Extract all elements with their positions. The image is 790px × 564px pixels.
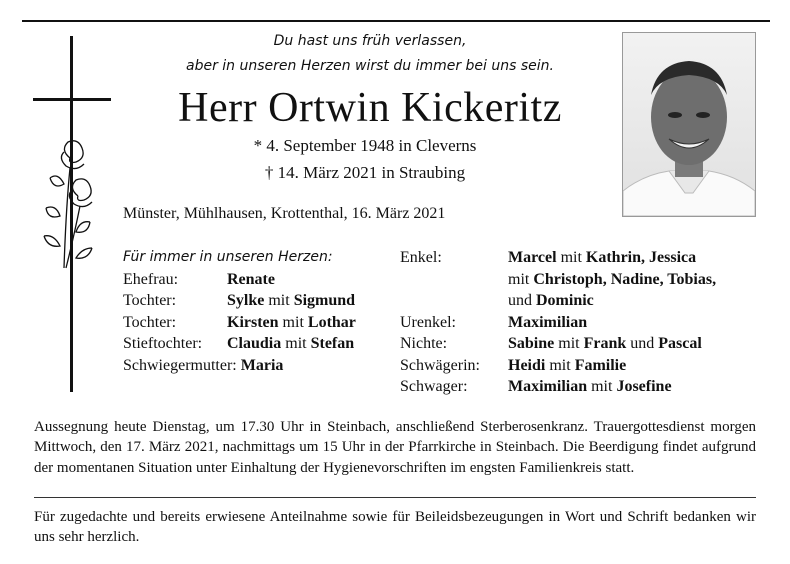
relative-name: Sabine [508, 335, 555, 352]
relative-row [123, 269, 356, 291]
relative-partner: Stefan [310, 335, 355, 352]
relative-name: Claudia [227, 335, 282, 352]
relative-row [123, 290, 356, 312]
relative-conj: mit [264, 292, 294, 309]
relative-name: Renate [227, 270, 275, 288]
relative-name: Maximilian [508, 378, 588, 395]
thanks-text: Für zugedachte und bereits erwiesene Anteilnahme sowie für Beileidsbezeugungen in Wort und Schrift bedanken wir uns sehr herzlich. [34, 509, 756, 546]
relative-row [400, 247, 716, 269]
relative-name: Kirsten [227, 313, 279, 331]
relatives-left [123, 247, 356, 376]
relative-conj: mit [545, 356, 575, 374]
relative-label: Stieftochter: [123, 335, 203, 352]
cross-horizontal [33, 98, 111, 101]
relative-row [400, 355, 716, 377]
motto-line-2: aber in unseren Herzen wirst du immer bei uns sein. [186, 58, 554, 74]
divider-rule [34, 497, 756, 498]
relative-row [400, 333, 716, 355]
relative-conj: mit [281, 335, 311, 352]
relative-row [123, 312, 356, 334]
relative-row [400, 269, 716, 291]
relative-row [400, 376, 716, 398]
relative-partner: Lothar [307, 313, 356, 331]
relatives-right [400, 247, 716, 398]
relative-name: Marcel [508, 249, 557, 266]
relative-label: Enkel: [400, 249, 442, 266]
relative-row [400, 312, 716, 334]
relative-name: Christoph, Nadine, Tobias, [533, 270, 717, 288]
relative-label: Ehefrau: [123, 270, 179, 288]
relative-name: Familie [574, 356, 627, 374]
relative-name: Pascal [658, 335, 702, 352]
birth-date: * 4. September 1948 in Cleverns [253, 136, 477, 155]
relative-label: Schwiegermutter: [123, 356, 237, 374]
motto-line-1: Du hast uns früh verlassen, [273, 33, 467, 49]
relative-conj: mit [587, 378, 617, 395]
relative-name: Heidi [508, 356, 546, 374]
relative-conj: und [508, 292, 536, 309]
relative-partner: Sigmund [293, 292, 356, 309]
relative-conj: mit [278, 313, 308, 331]
relative-name: Josefine [616, 378, 672, 395]
relative-label: Schwägerin: [400, 356, 480, 374]
relative-name: Dominic [536, 292, 594, 309]
relative-name: Maximilian [508, 313, 588, 331]
relative-conj: mit [556, 249, 586, 266]
relative-conj: mit [554, 335, 584, 352]
relative-name: Maria [240, 356, 284, 374]
relative-row [400, 290, 716, 312]
place-and-date: Münster, Mühlhausen, Krottenthal, 16. März 2021 [123, 205, 446, 222]
roses-illustration [30, 138, 110, 270]
relative-label: Tochter: [123, 292, 177, 309]
relative-row [123, 333, 356, 355]
relative-label: Nichte: [400, 335, 448, 352]
portrait-photo [622, 32, 756, 217]
funeral-details: Aussegnung heute Dienstag, um 17.30 Uhr in Steinbach, anschließend Sterberosenkranz. Trauergottesdienst morgen Mittwoch, den 17. März 2021, nachmittags um 15 Uhr in der Pfarrkirche in Steinbach. Die Beerdigung findet aufgrund der momentanen Situation unter Einhaltung der Hygienevorschriften im engsten Familienkreis statt. [34, 419, 756, 476]
relative-label: Tochter: [123, 313, 177, 331]
relative-label: Urenkel: [400, 313, 456, 331]
relatives-heading: Für immer in unseren Herzen: [123, 249, 333, 265]
death-date: † 14. März 2021 in Straubing [264, 163, 466, 182]
relative-conj: mit [508, 270, 534, 288]
deceased-name: Herr Ortwin Kickeritz [178, 85, 562, 131]
relative-label: Schwager: [400, 378, 468, 395]
relative-name: Frank [583, 335, 627, 352]
relative-name: Sylke [227, 292, 265, 309]
relative-conj: und [626, 335, 659, 352]
relative-name: Kathrin, Jessica [585, 249, 697, 266]
top-rule [22, 20, 770, 22]
relative-row [123, 355, 356, 377]
